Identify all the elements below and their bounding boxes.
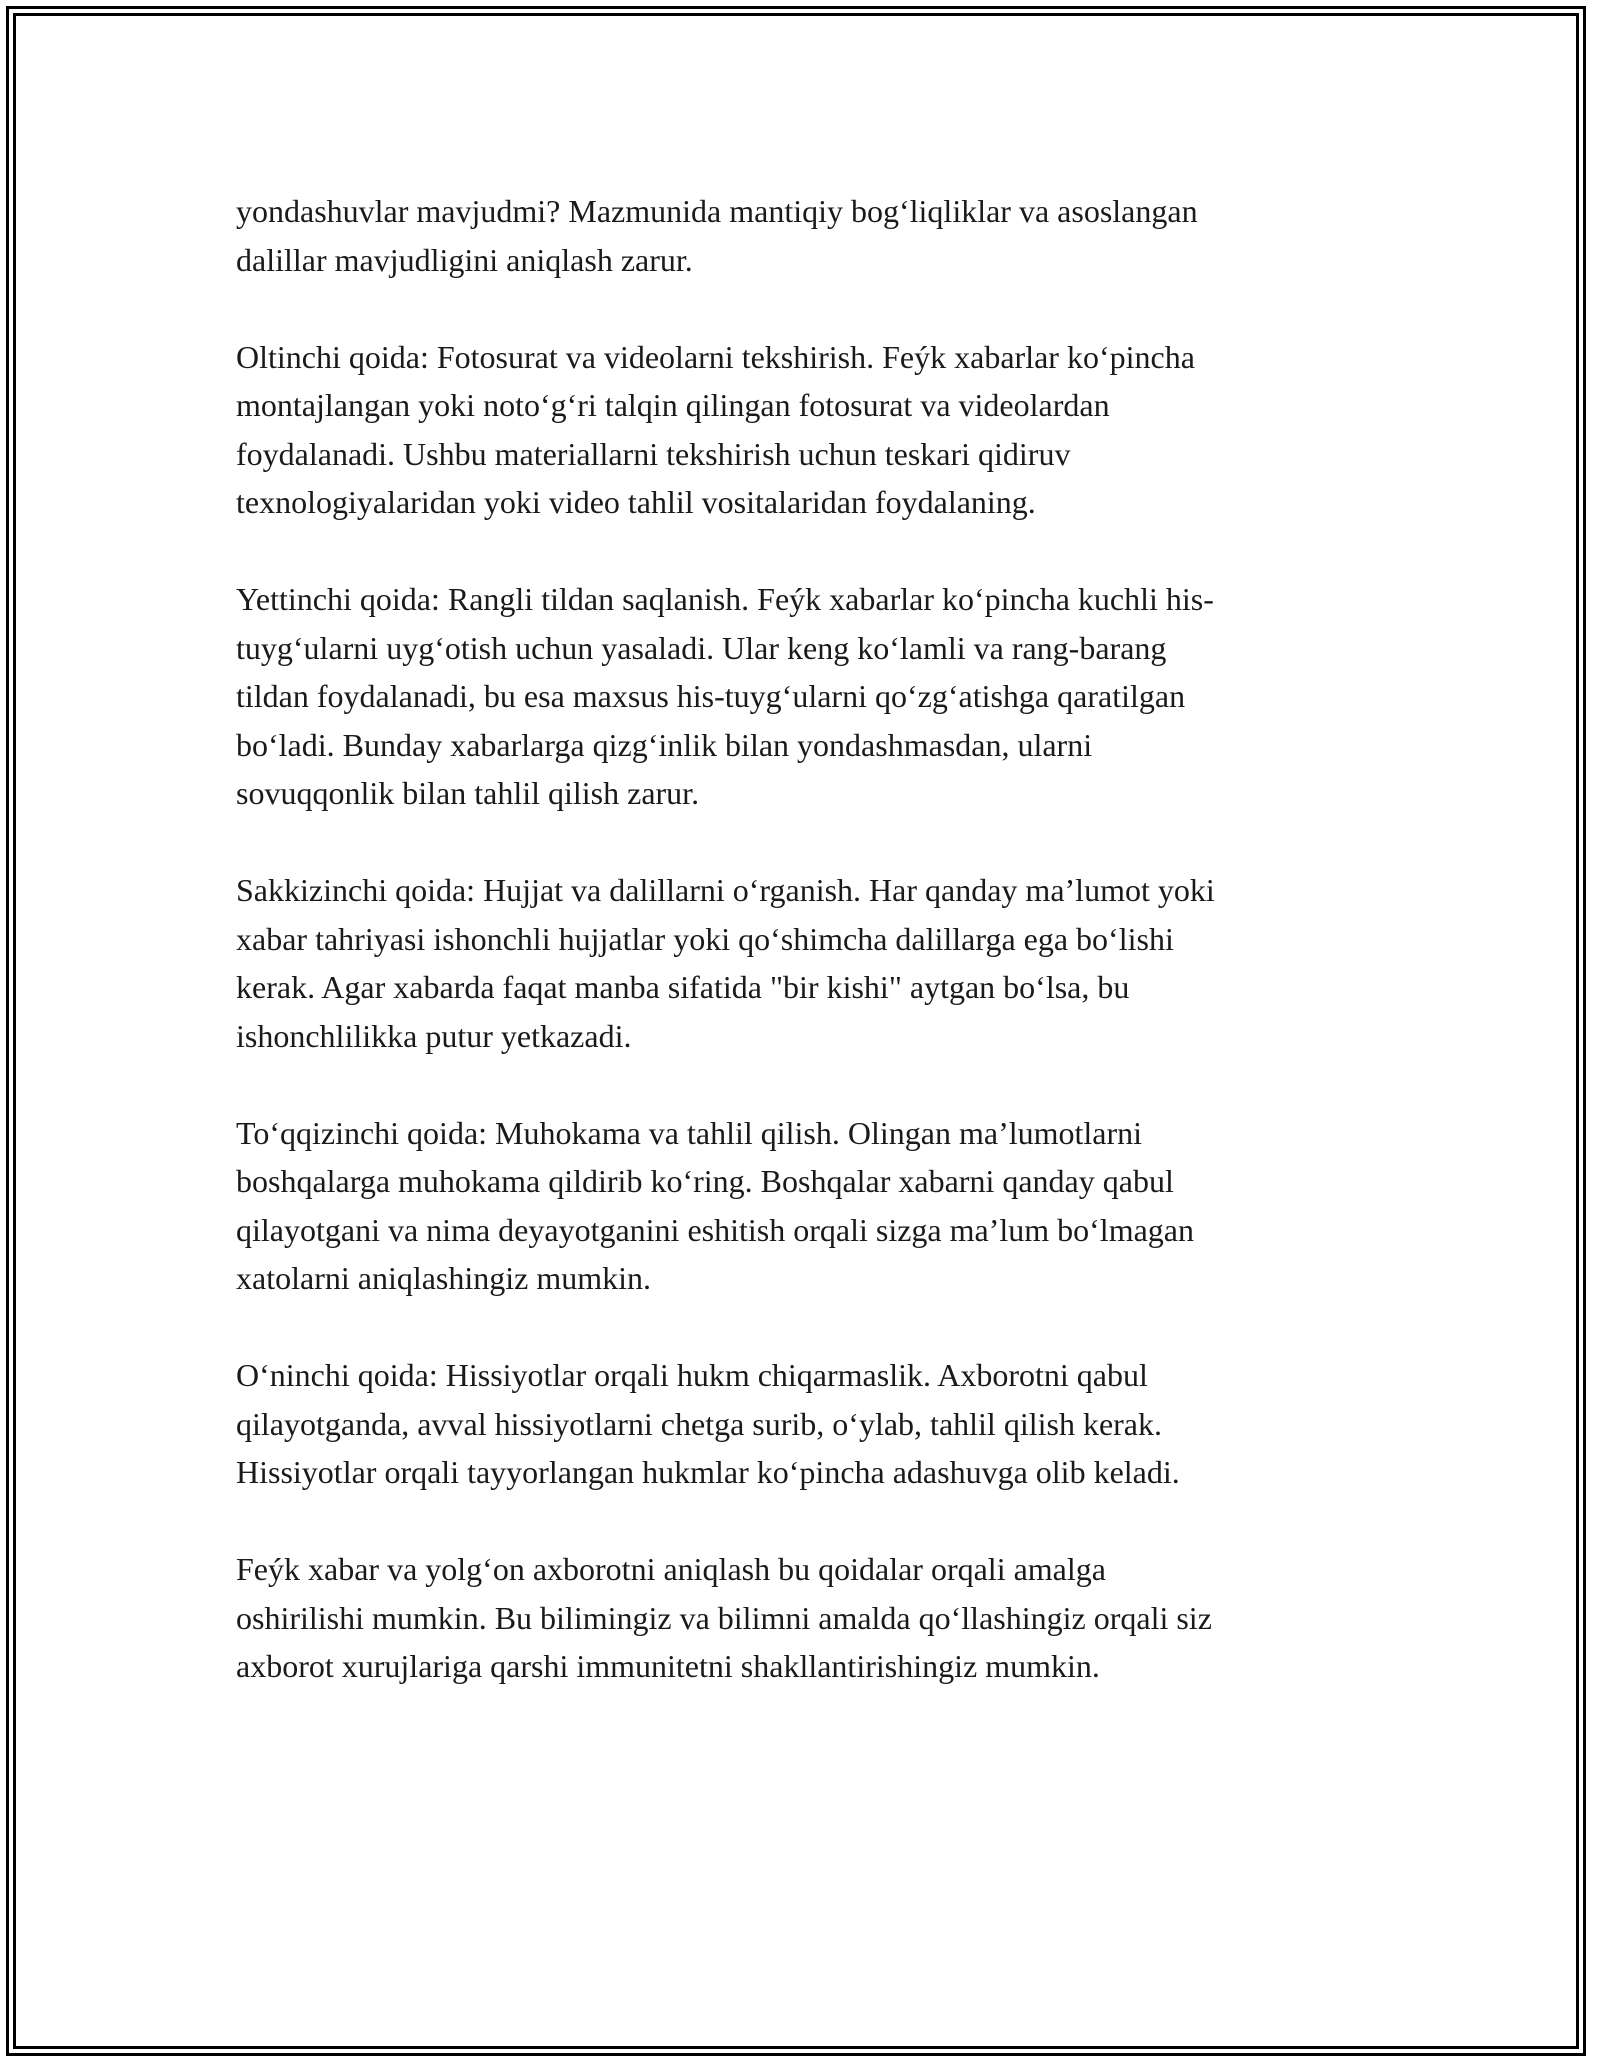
paragraph-rule-ten: O‘ninchi qoida: Hissiyotlar orqali hukm chiqarmaslik. Axborotni qabul qilayotganda, avval hissiyotlarni chetga surib, o‘ylab, tahlil qilish kerak. Hissiyotlar orqali tayyorlangan hukmlar ko‘pincha adashuvga olib keladi. — [236, 1357, 1180, 1490]
paragraph-intro-continuation: yondashuvlar mavjudmi? Mazmunida mantiqiy bog‘liqliklar va asoslangan dalillar mavjudligini aniqlash zarur. — [236, 193, 1198, 278]
paragraph-rule-nine: To‘qqizinchi qoida: Muhokama va tahlil qilish. Olingan ma’lumotlarni boshqalarga muhokama qildirib ko‘ring. Boshqalar xabarni qanday qabul qilayotgani va nima deyayotganini eshitish orqali sizga ma’lum bo‘lmagan xatolarni aniqlashingiz mumkin. — [236, 1114, 1194, 1296]
document-body — [236, 187, 1376, 1739]
paragraph-rule-eight: Sakkizinchi qoida: Hujjat va dalillarni o‘rganish. Har qanday ma’lumot yoki xabar tahriyasi ishonchli hujjatlar yoki qo‘shimcha dalillarga ega bo‘lishi kerak. Agar xabarda faqat manba sifatida "bir kishi" aytgan bo‘lsa, bu ishonchlilikka putur yetkazadi. — [236, 872, 1215, 1054]
paragraph-rule-seven: Yettinchi qoida: Rangli tildan saqlanish. Feýk xabarlar ko‘pincha kuchli his- tuyg‘ularni uyg‘otish uchun yasaladi. Ular keng ko‘lamli va rang-barang tildan foydalanadi, bu esa maxsus his-tuyg‘ularni qo‘zg‘atishga qaratilgan bo‘ladi. Bunday xabarlarga qizg‘inlik bilan yondashmasdan, ularni sovuqqonlik bilan tahlil qilish zarur. — [236, 581, 1214, 811]
paragraph-conclusion: Feýk xabar va yolg‘on axborotni aniqlash bu qoidalar orqali amalga oshirilishi mumkin. Bu bilimingiz va bilimni amalda qo‘llashingiz orqali siz axborot xurujlariga qarshi immunitetni shakllantirishingiz mumkin. — [236, 1551, 1212, 1684]
paragraph-rule-six: Oltinchi qoida: Fotosurat va videolarni tekshirish. Feýk xabarlar ko‘pincha montajlangan yoki noto‘g‘ri talqin qilingan fotosurat va videolardan foydalanadi. Ushbu materiallarni tekshirish uchun teskari qidiruv texnologiyalaridan yoki video tahlil vositalaridan foydalaning. — [236, 338, 1195, 520]
